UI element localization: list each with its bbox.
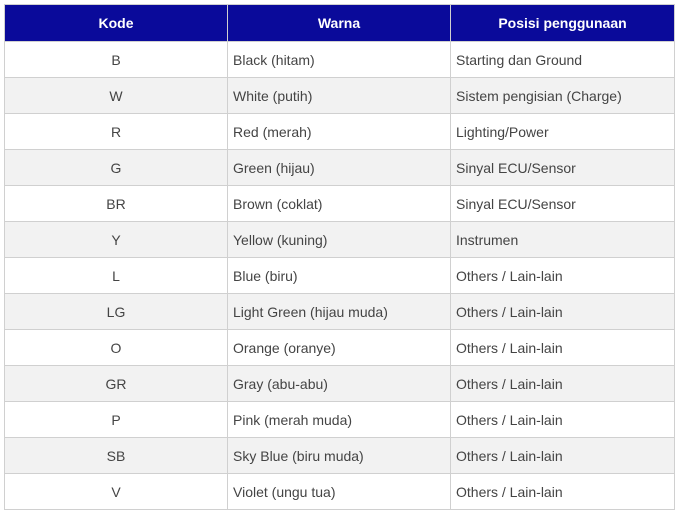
cell-posisi: Others / Lain-lain [451, 438, 675, 474]
cell-warna: Violet (ungu tua) [228, 474, 451, 510]
table-row [5, 474, 675, 510]
table-row [5, 114, 675, 150]
cell-kode: O [5, 330, 228, 366]
wire-color-table-container [4, 4, 674, 510]
table-header [5, 5, 675, 42]
table-row [5, 42, 675, 78]
cell-warna: Gray (abu-abu) [228, 366, 451, 402]
cell-posisi: Others / Lain-lain [451, 474, 675, 510]
cell-warna: Green (hijau) [228, 150, 451, 186]
wire-color-code-table [4, 4, 675, 510]
cell-warna: Yellow (kuning) [228, 222, 451, 258]
cell-kode: BR [5, 186, 228, 222]
table-row [5, 366, 675, 402]
cell-posisi: Instrumen [451, 222, 675, 258]
cell-posisi: Sistem pengisian (Charge) [451, 78, 675, 114]
cell-kode: GR [5, 366, 228, 402]
cell-warna: Pink (merah muda) [228, 402, 451, 438]
cell-warna: Light Green (hijau muda) [228, 294, 451, 330]
table-row [5, 258, 675, 294]
cell-kode: Y [5, 222, 228, 258]
cell-warna: Red (merah) [228, 114, 451, 150]
cell-posisi: Others / Lain-lain [451, 258, 675, 294]
table-row [5, 402, 675, 438]
cell-kode: LG [5, 294, 228, 330]
cell-posisi: Lighting/Power [451, 114, 675, 150]
table-body [5, 42, 675, 510]
cell-warna: White (putih) [228, 78, 451, 114]
table-row [5, 186, 675, 222]
cell-posisi: Others / Lain-lain [451, 330, 675, 366]
cell-warna: Blue (biru) [228, 258, 451, 294]
cell-kode: P [5, 402, 228, 438]
cell-posisi: Others / Lain-lain [451, 366, 675, 402]
table-row [5, 78, 675, 114]
cell-warna: Orange (oranye) [228, 330, 451, 366]
header-kode: Kode [5, 5, 228, 42]
header-row [5, 5, 675, 42]
cell-kode: W [5, 78, 228, 114]
cell-posisi: Sinyal ECU/Sensor [451, 150, 675, 186]
header-posisi-penggunaan: Posisi penggunaan [451, 5, 675, 42]
cell-posisi: Sinyal ECU/Sensor [451, 186, 675, 222]
cell-warna: Sky Blue (biru muda) [228, 438, 451, 474]
cell-warna: Brown (coklat) [228, 186, 451, 222]
cell-kode: V [5, 474, 228, 510]
cell-kode: G [5, 150, 228, 186]
table-row [5, 294, 675, 330]
table-row [5, 438, 675, 474]
cell-posisi: Others / Lain-lain [451, 402, 675, 438]
cell-posisi: Others / Lain-lain [451, 294, 675, 330]
cell-kode: B [5, 42, 228, 78]
header-warna: Warna [228, 5, 451, 42]
table-row [5, 222, 675, 258]
table-row [5, 330, 675, 366]
cell-kode: L [5, 258, 228, 294]
cell-posisi: Starting dan Ground [451, 42, 675, 78]
table-row [5, 150, 675, 186]
cell-warna: Black (hitam) [228, 42, 451, 78]
cell-kode: SB [5, 438, 228, 474]
cell-kode: R [5, 114, 228, 150]
